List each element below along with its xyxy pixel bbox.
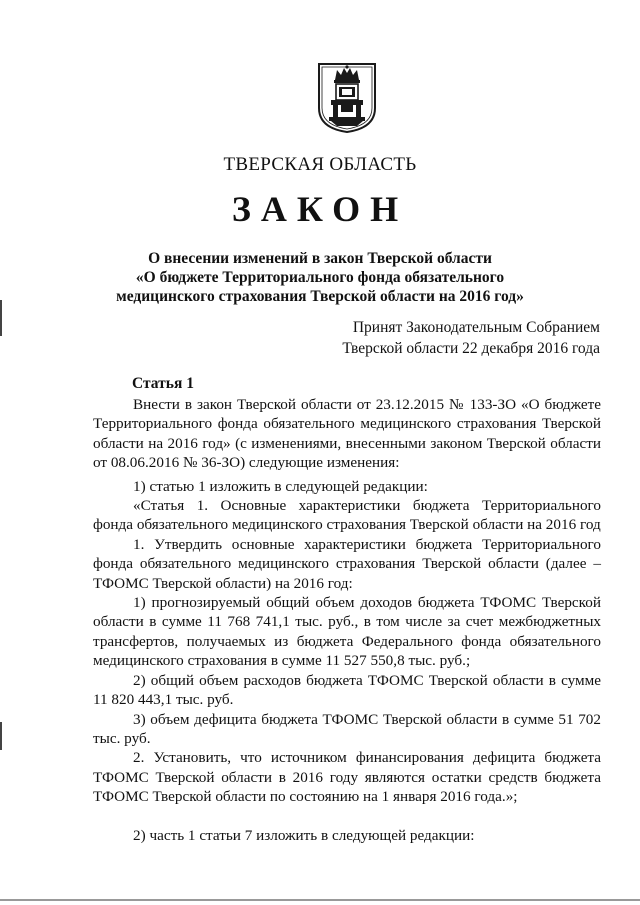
article-paragraph: 2) часть 1 статьи 7 изложить в следующей редакции: — [133, 826, 475, 844]
article-paragraph: 2. Установить, что источником финансирования дефицита бюджета ТФОМС Тверской области в 2016 году являются остатки средств бюджета ТФОМС Тверской области по состоянию на 1 января 2016 года.»; — [93, 749, 601, 806]
article-paragraph: 3) объем дефицита бюджета ТФОМС Тверской области в сумме 51 702 тыс. руб. — [93, 710, 601, 747]
scan-bottom-edge — [0, 899, 640, 901]
adoption-note — [342, 317, 600, 359]
scan-edge-mark — [0, 722, 2, 750]
article-paragraph: 1) статью 1 изложить в следующей редакции: — [133, 477, 428, 495]
adoption-line: Принят Законодательным Собранием — [352, 319, 600, 336]
scan-edge-mark — [0, 300, 2, 336]
article-body — [93, 395, 601, 845]
article-paragraph: 1) прогнозируемый общий объем доходов бюджета ТФОМС Тверской области в сумме 11 768 741,1 тыс. руб., в том числе за счет межбюджетных трансфертов, получаемых из бюджета Федерального фонда обязательного медицинского страхования в сумме 11 527 550,8 тыс. руб.; — [93, 594, 601, 670]
article-paragraph: Внести в закон Тверской области от 23.12.2015 № 133-ЗО «О бюджете Территориального фонда обязательного медицинского страхования Тверской области на 2016 год» (с изменениями, внесенными законом Тверской области от 08.06.2016 № 36-ЗО) следующие изменения: — [93, 396, 601, 472]
law-title — [60, 249, 580, 306]
article-heading: Статья 1 — [132, 375, 194, 392]
article-paragraph: 1. Утвердить основные характеристики бюджета Территориального фонда обязательного медицинского страхования Тверской области (далее – ТФОМС Тверской области) на 2016 год: — [93, 535, 601, 592]
article-paragraph: «Статья 1. Основные характеристики бюджета Территориального фонда обязательного медицинского страхования Тверской области на 2016 год — [93, 497, 601, 534]
document-type: ЗАКОН — [231, 189, 409, 229]
coat-of-arms-emblem — [317, 62, 377, 134]
adoption-line: Тверской области 22 декабря 2016 года — [342, 340, 600, 357]
title-line: медицинского страхования Тверской области на 2016 год» — [116, 288, 524, 305]
region-name: ТВЕРСКАЯ ОБЛАСТЬ — [223, 154, 417, 175]
article-paragraph: 2) общий объем расходов бюджета ТФОМС Тверской области в сумме 11 820 443,1 тыс. руб. — [93, 671, 601, 709]
title-line: О внесении изменений в закон Тверской области — [148, 250, 492, 267]
title-line: «О бюджете Территориального фонда обязательного — [135, 269, 505, 286]
